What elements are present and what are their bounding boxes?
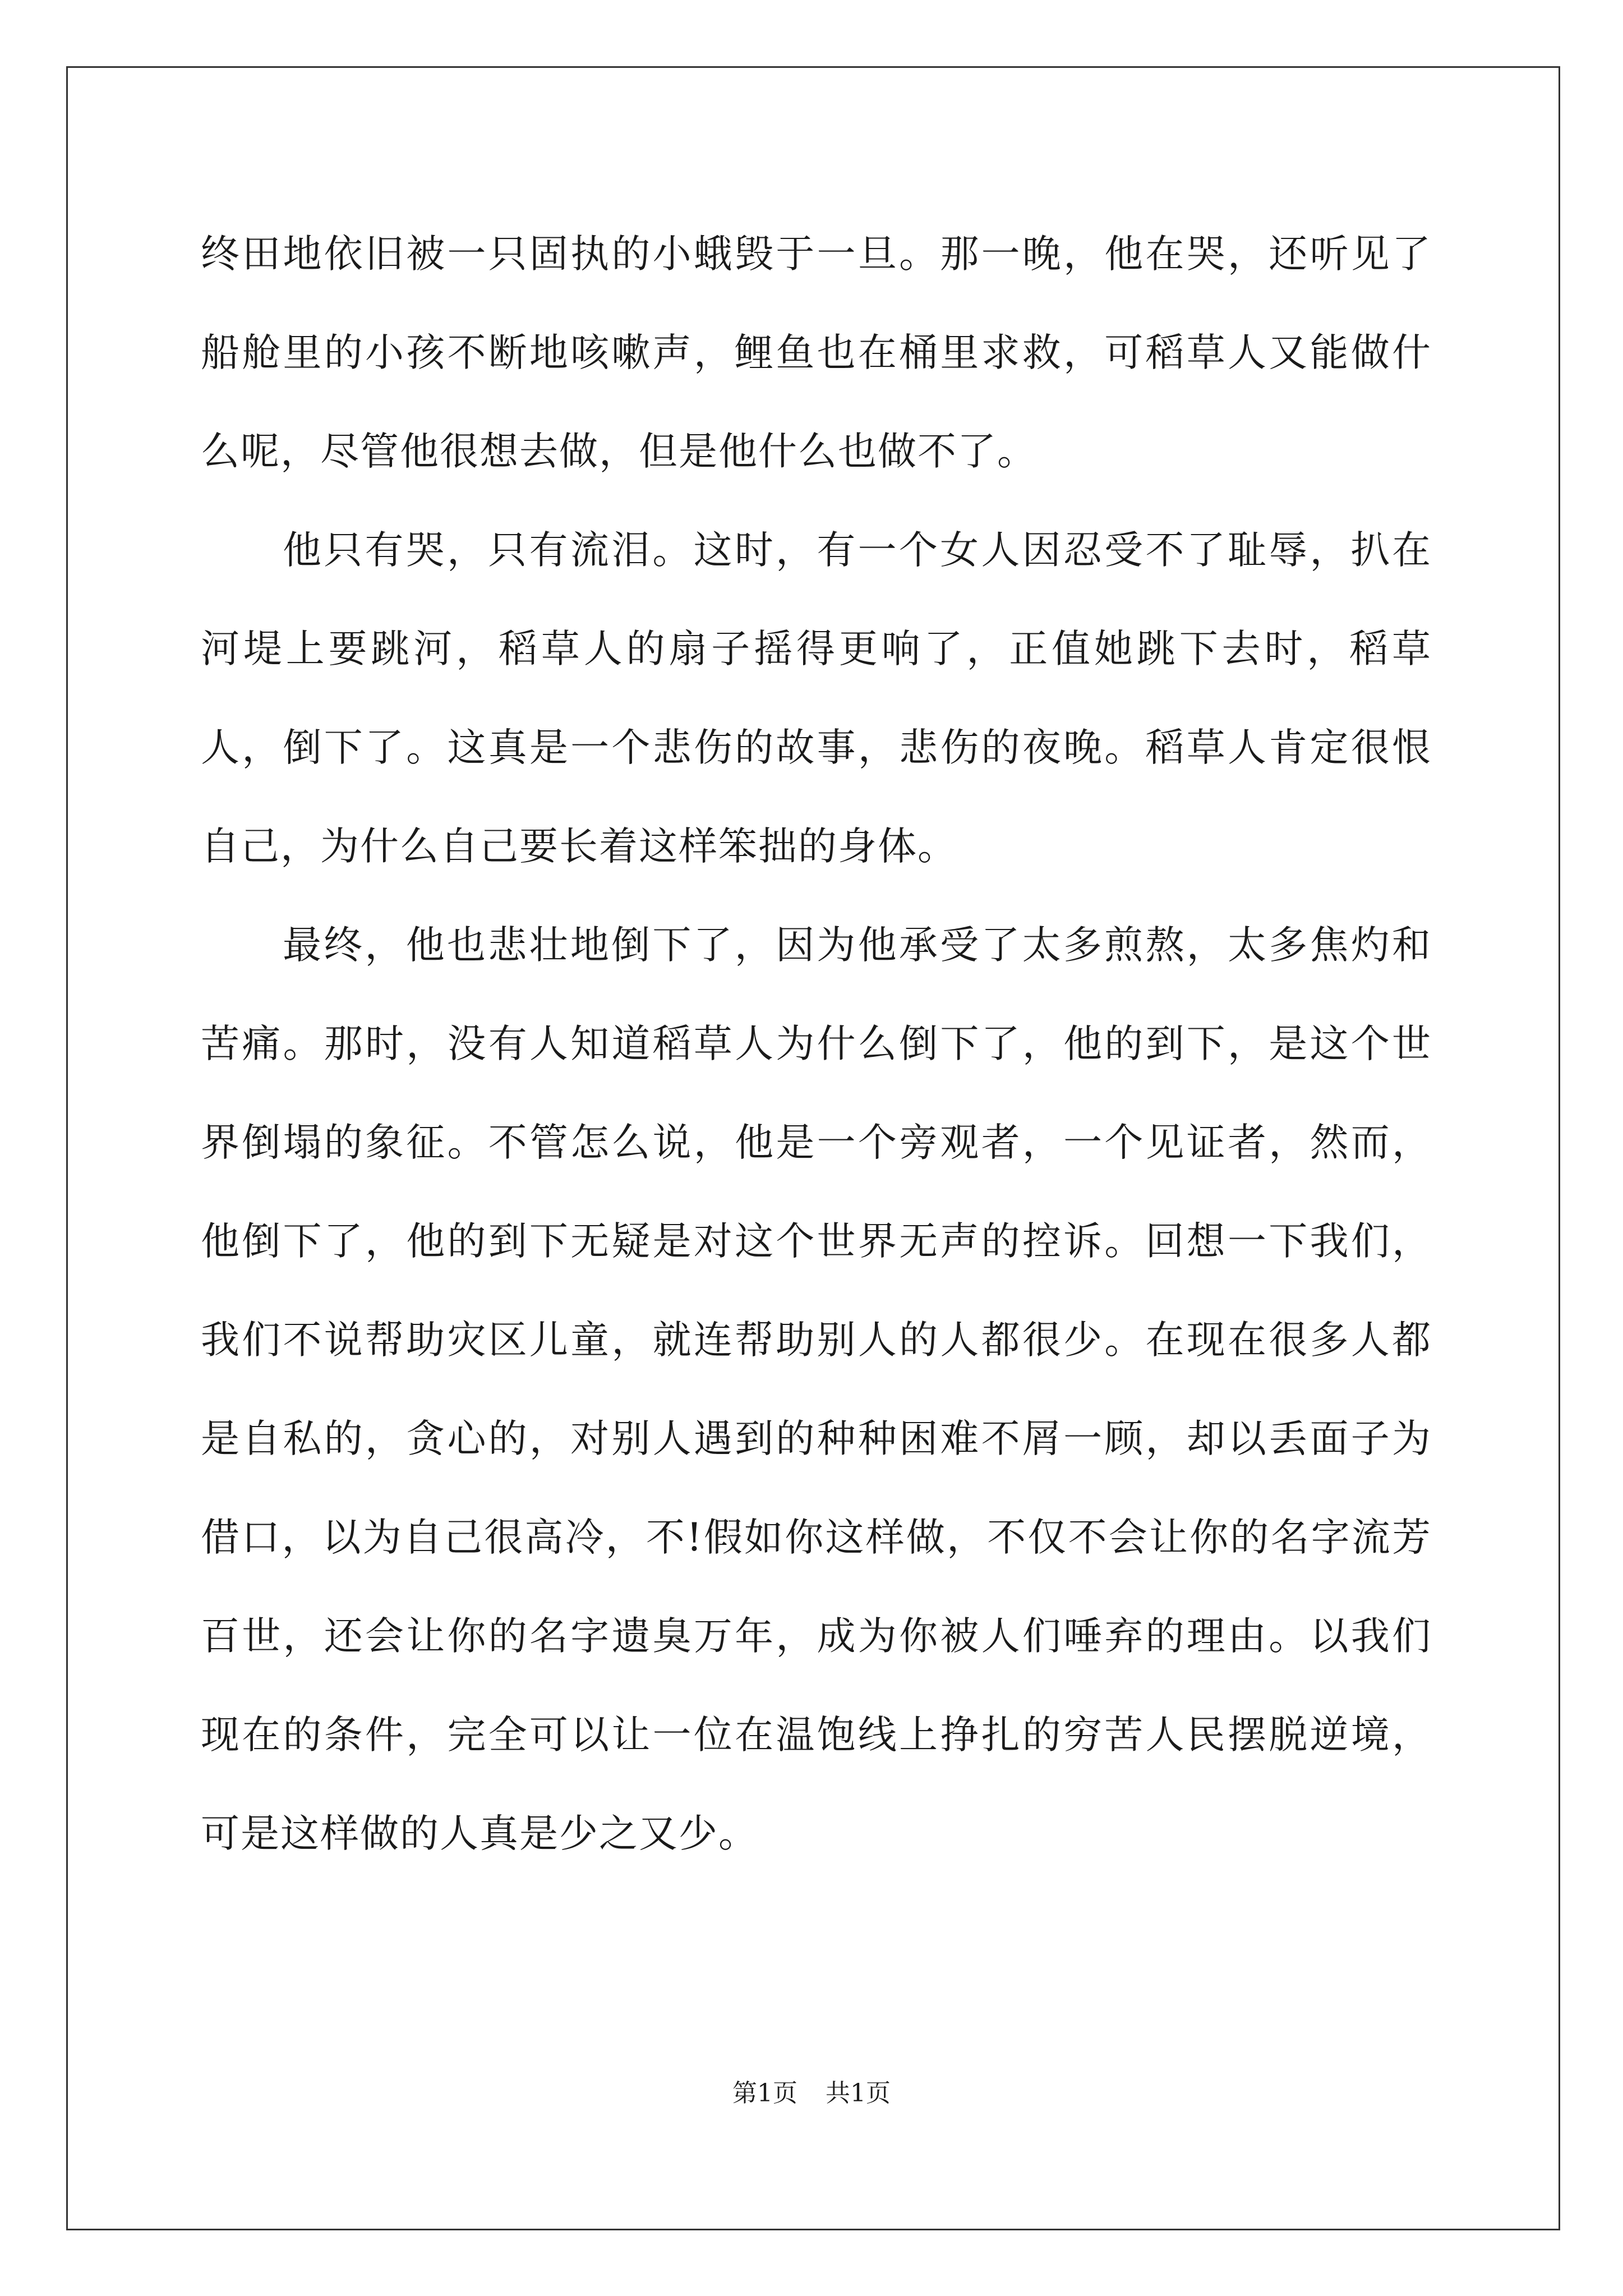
page-number: 第1页 <box>732 2079 797 2108</box>
paragraph-1: 终田地依旧被一只固执的小蛾毁于一旦。那一晚，他在哭，还听见了船舱里的小孩不断地咳嗽声，鲤鱼也在桶里求救，可稻草人又能做什么呢，尽管他很想去做，但是他什么也做不了。 <box>201 232 1432 474</box>
paragraph-2: 他只有哭，只有流泪。这时，有一个女人因忍受不了耻辱，扒在河堤上要跳河，稻草人的扇子摇得更响了，正值她跳下去时，稻草人，倒下了。这真是一个悲伤的故事，悲伤的夜晚。稻草人肯定很恨自己，为什么自己要长着这样笨拙的身体。 <box>201 528 1432 869</box>
document-body <box>201 205 1432 1883</box>
page-footer <box>0 2077 1623 2110</box>
paragraph-3: 最终，他也悲壮地倒下了，因为他承受了太多煎熬，太多焦灼和苦痛。那时，没有人知道稻草人为什么倒下了，他的到下，是这个世界倒塌的象征。不管怎么说，他是一个旁观者，一个见证者，然而，他倒下了，他的到下无疑是对这个世界无声的控诉。回想一下我们，我们不说帮助灾区儿童，就连帮助别人的人都很少。在现在很多人都是自私的，贪心的，对别人遇到的种种困难不屑一顾，却以丢面子为借口，以为自己很高冷，不!假如你这样做，不仅不会让你的名字流芳百世，还会让你的名字遗臭万年，成为你被人们唾弃的理由。以我们现在的条件，完全可以让一位在温饱线上挣扎的穷苦人民摆脱逆境，可是这样做的人真是少之又少。 <box>201 923 1432 1856</box>
page-total: 共1页 <box>826 2079 891 2108</box>
